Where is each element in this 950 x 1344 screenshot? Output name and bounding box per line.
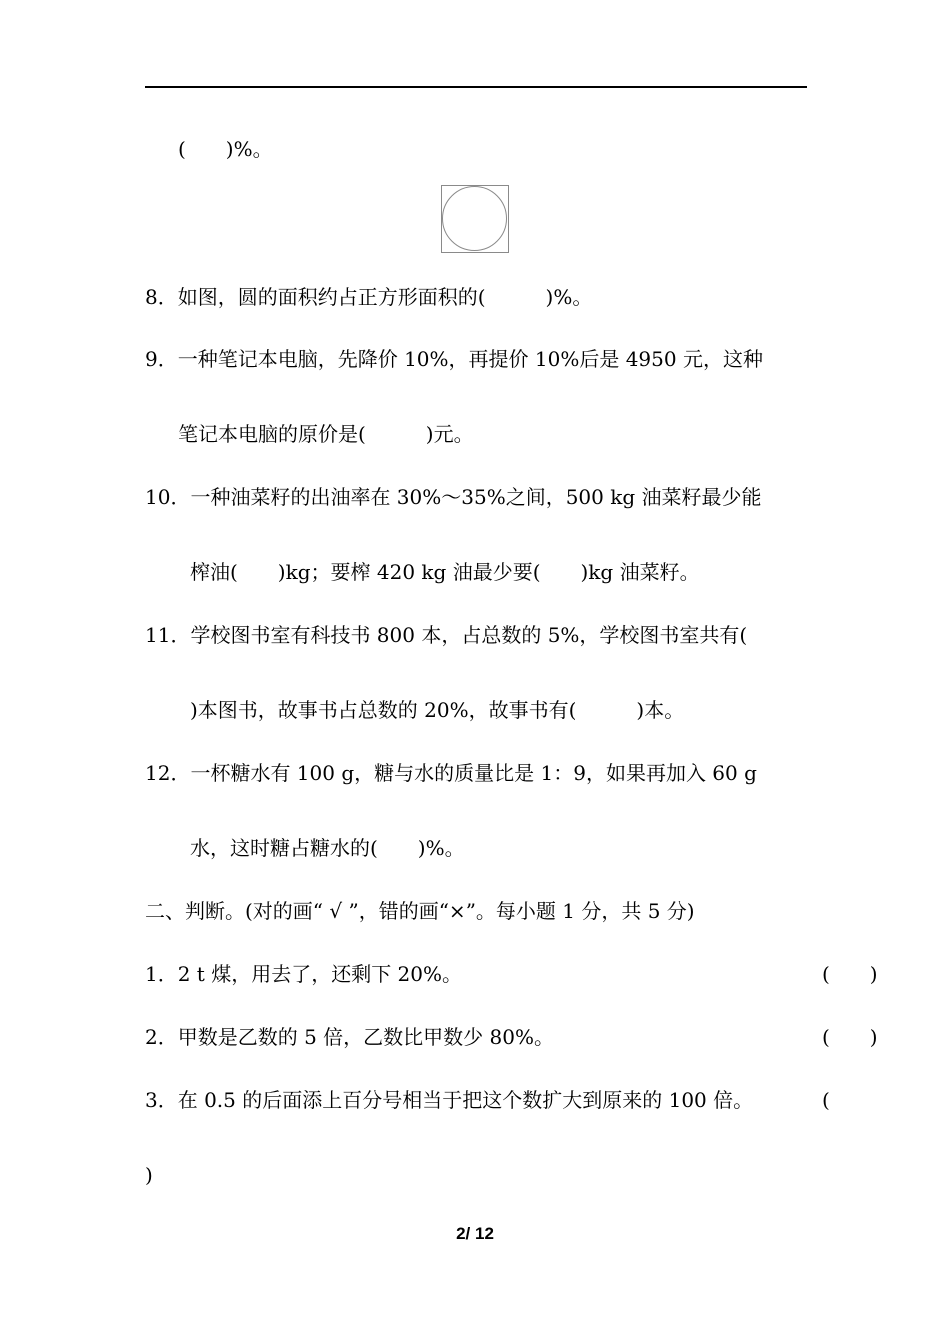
page-number: 2/ 12: [456, 1224, 494, 1243]
judgment-1: 1．2 t 煤，用去了，还剩下 20%。: [145, 962, 463, 986]
judgment-1-answer-paren: ( ): [822, 962, 878, 986]
question-9-line-1: 9．一种笔记本电脑，先降价 10%，再提价 10%后是 4950 元，这种: [145, 347, 763, 371]
header-rule: [145, 86, 807, 88]
judgment-3: 3．在 0.5 的后面添上百分号相当于把这个数扩大到原来的 100 倍。: [145, 1088, 754, 1112]
section-2-heading: 二、判断。(对的画“ √ ”，错的画“×”。每小题 1 分，共 5 分): [145, 899, 695, 923]
question-9-line-2: 笔记本电脑的原价是( )元。: [178, 422, 474, 446]
judgment-2: 2．甲数是乙数的 5 倍，乙数比甲数少 80%。: [145, 1025, 554, 1049]
inscribed-circle: [442, 186, 507, 251]
question-12-line-2: 水，这时糖占糖水的( )%。: [190, 836, 465, 860]
question-10-line-1: 10．一种油菜籽的出油率在 30%～35%之间，500 kg 油菜籽最少能: [145, 485, 762, 509]
judgment-3-answer-open-paren: (: [822, 1088, 830, 1112]
square-with-inscribed-circle-figure: [441, 185, 509, 253]
judgment-3-answer-close-paren: ): [145, 1163, 153, 1187]
question-11-line-1: 11．学校图书室有科技书 800 本，占总数的 5%，学校图书室共有(: [145, 623, 748, 647]
question-8: 8．如图，圆的面积约占正方形面积的( )%。: [145, 285, 593, 309]
q7-continuation: ( )%。: [178, 137, 273, 161]
question-10-line-2: 榨油( )kg；要榨 420 kg 油最少要( )kg 油菜籽。: [190, 560, 700, 584]
question-12-line-1: 12．一杯糖水有 100 g，糖与水的质量比是 1：9，如果再加入 60 g: [145, 761, 757, 785]
judgment-2-answer-paren: ( ): [822, 1025, 878, 1049]
question-11-line-2: )本图书，故事书占总数的 20%，故事书有( )本。: [190, 698, 685, 722]
